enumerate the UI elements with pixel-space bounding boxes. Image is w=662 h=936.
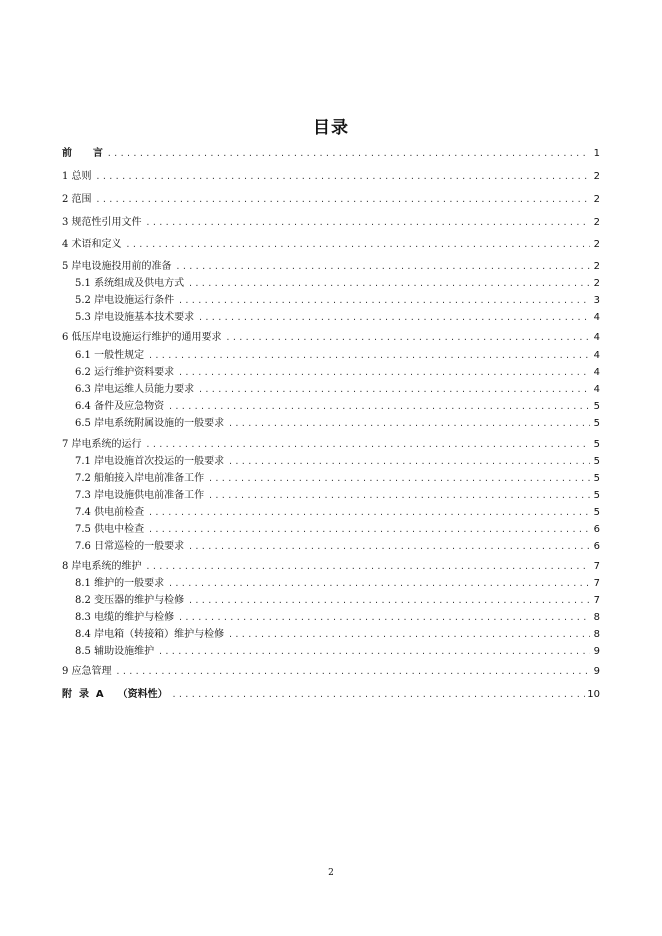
toc-entry-label: 6 低压岸电设施运行维护的通用要求 <box>62 332 222 343</box>
toc-subentry[interactable] <box>75 293 600 309</box>
toc-entry[interactable] <box>62 215 600 231</box>
toc-entry-label: 7.5 供电中检查 <box>75 524 145 535</box>
toc-leader-dots <box>208 488 590 504</box>
toc-entry-label: 7.4 供电前检查 <box>75 507 145 518</box>
toc-leader-dots <box>148 348 590 364</box>
toc-leader-dots <box>188 276 590 292</box>
toc-leader-dots <box>107 146 590 162</box>
toc-entry-label: 前 言 <box>62 148 103 159</box>
toc-entry-page: 5 <box>593 418 600 429</box>
toc-entry-page: 5 <box>593 507 600 518</box>
toc-leader-dots <box>168 576 590 592</box>
toc-subentry[interactable] <box>75 365 600 381</box>
toc-entry-label: 8 岸电系统的维护 <box>62 561 142 572</box>
toc-entry[interactable] <box>62 559 600 575</box>
toc-entry-label: 5.3 岸电设施基本技术要求 <box>75 312 195 323</box>
toc-entry-label: 7.2 船舶接入岸电前准备工作 <box>75 473 205 484</box>
toc-leader-dots <box>148 505 590 521</box>
toc-leader-dots <box>172 687 586 703</box>
toc-entry-page: 2 <box>593 194 600 205</box>
toc-leader-dots <box>146 437 590 453</box>
toc-entry-label: 7.3 岸电设施供电前准备工作 <box>75 490 205 501</box>
toc-subentry[interactable] <box>75 382 600 398</box>
toc-entry-label: 5.2 岸电设施运行条件 <box>75 295 175 306</box>
toc-subentry[interactable] <box>75 644 600 660</box>
toc-entry-page: 10 <box>587 689 600 700</box>
toc-subentry[interactable] <box>75 310 600 326</box>
toc-subentry[interactable] <box>75 576 600 592</box>
toc-entry[interactable] <box>62 146 600 162</box>
toc-entry[interactable] <box>62 259 600 275</box>
toc-entry[interactable] <box>62 192 600 208</box>
toc-entry-label: 7.1 岸电设施首次投运的一般要求 <box>75 456 225 467</box>
toc-leader-dots <box>178 610 590 626</box>
toc-entry-page: 5 <box>593 401 600 412</box>
toc-entry-page: 8 <box>593 612 600 623</box>
toc-entry-label: 4 术语和定义 <box>62 239 122 250</box>
toc-leader-dots <box>188 539 590 555</box>
toc-subentry[interactable] <box>75 454 600 470</box>
toc-subentry[interactable] <box>75 399 600 415</box>
toc-leader-dots <box>176 259 590 275</box>
toc-entry-label: 5.1 系统组成及供电方式 <box>75 278 185 289</box>
toc-leader-dots <box>228 416 590 432</box>
toc-subentry[interactable] <box>75 593 600 609</box>
toc-subentry[interactable] <box>75 610 600 626</box>
toc-subentry[interactable] <box>75 488 600 504</box>
toc-subentry[interactable] <box>75 348 600 364</box>
toc-entry-page: 6 <box>593 524 600 535</box>
toc-entry-label: 8.5 辅助设施维护 <box>75 646 155 657</box>
toc-entry-label: 6.2 运行维护资料要求 <box>75 367 175 378</box>
toc-entry[interactable] <box>62 237 600 253</box>
toc-entry-page: 9 <box>593 646 600 657</box>
toc-entry-label: 6.1 一般性规定 <box>75 350 145 361</box>
toc-leader-dots <box>208 471 590 487</box>
toc-leader-dots <box>188 593 590 609</box>
toc-entry-label: 8.3 电缆的维护与检修 <box>75 612 175 623</box>
toc-entry-page: 5 <box>593 473 600 484</box>
toc-leader-dots <box>168 399 590 415</box>
toc-subentry[interactable] <box>75 539 600 555</box>
toc-leader-dots <box>146 559 590 575</box>
toc-entry-page: 4 <box>593 384 600 395</box>
toc-entry-label: 7.6 日常巡检的一般要求 <box>75 541 185 552</box>
toc-entry-page: 5 <box>593 490 600 501</box>
toc-entry[interactable] <box>62 330 600 346</box>
toc-entry-label: 6.5 岸电系统附属设施的一般要求 <box>75 418 225 429</box>
toc-entry-page: 8 <box>593 629 600 640</box>
toc-entry-label: 8.4 岸电箱（转接箱）维护与检修 <box>75 629 225 640</box>
toc-entry[interactable] <box>62 664 600 680</box>
toc-entry-page: 7 <box>593 595 600 606</box>
toc-entry-page: 2 <box>593 239 600 250</box>
toc-leader-dots <box>228 454 590 470</box>
page-title: 目录 <box>313 118 349 138</box>
toc-entry-label: 1 总则 <box>62 171 92 182</box>
toc-entry[interactable] <box>62 687 600 703</box>
toc-entry-page: 2 <box>593 217 600 228</box>
toc-entry-label: 8.2 变压器的维护与检修 <box>75 595 185 606</box>
toc-entry[interactable] <box>62 169 600 185</box>
toc-entry-page: 7 <box>593 578 600 589</box>
toc-entry-label: 8.1 维护的一般要求 <box>75 578 165 589</box>
toc-leader-dots <box>228 627 590 643</box>
toc-entry-page: 2 <box>593 278 600 289</box>
toc-leader-dots <box>116 664 590 680</box>
toc-leader-dots <box>198 382 590 398</box>
toc-entry-page: 6 <box>593 541 600 552</box>
toc-subentry[interactable] <box>75 416 600 432</box>
toc-leader-dots <box>198 310 590 326</box>
toc-entry-label: 附 录 A （资料性） <box>62 689 168 700</box>
toc-subentry[interactable] <box>75 522 600 538</box>
toc-leader-dots <box>226 330 590 346</box>
toc-entry-label: 6.4 备件及应急物资 <box>75 401 165 412</box>
toc-entry-page: 1 <box>593 148 600 159</box>
toc-entry-label: 7 岸电系统的运行 <box>62 439 142 450</box>
toc-leader-dots <box>146 215 590 231</box>
toc-leader-dots <box>178 365 590 381</box>
toc-entry-page: 9 <box>593 666 600 677</box>
toc-entry-page: 3 <box>593 295 600 306</box>
toc-leader-dots <box>96 169 590 185</box>
toc-leader-dots <box>158 644 590 660</box>
toc-entry-page: 5 <box>593 456 600 467</box>
toc-entry-label: 5 岸电设施投用前的准备 <box>62 261 172 272</box>
toc-subentry[interactable] <box>75 471 600 487</box>
toc-subentry[interactable] <box>75 627 600 643</box>
toc-entry-page: 5 <box>593 439 600 450</box>
toc-entry-page: 2 <box>593 261 600 272</box>
toc-entry-page: 4 <box>593 367 600 378</box>
toc-entry-label: 6.3 岸电运维人员能力要求 <box>75 384 195 395</box>
page-footer-number: 2 <box>328 868 334 878</box>
toc-entry-page: 4 <box>593 350 600 361</box>
toc-entry-label: 3 规范性引用文件 <box>62 217 142 228</box>
toc-leader-dots <box>148 522 590 538</box>
toc-leader-dots <box>96 192 590 208</box>
toc-entry-page: 4 <box>593 312 600 323</box>
toc-entry-page: 2 <box>593 171 600 182</box>
toc-entry-label: 9 应急管理 <box>62 666 112 677</box>
toc-entry-page: 7 <box>593 561 600 572</box>
toc-subentry[interactable] <box>75 276 600 292</box>
toc-entry[interactable] <box>62 437 600 453</box>
toc-leader-dots <box>178 293 590 309</box>
toc-entry-label: 2 范围 <box>62 194 92 205</box>
toc-leader-dots <box>126 237 590 253</box>
toc-entry-page: 4 <box>593 332 600 343</box>
toc-subentry[interactable] <box>75 505 600 521</box>
